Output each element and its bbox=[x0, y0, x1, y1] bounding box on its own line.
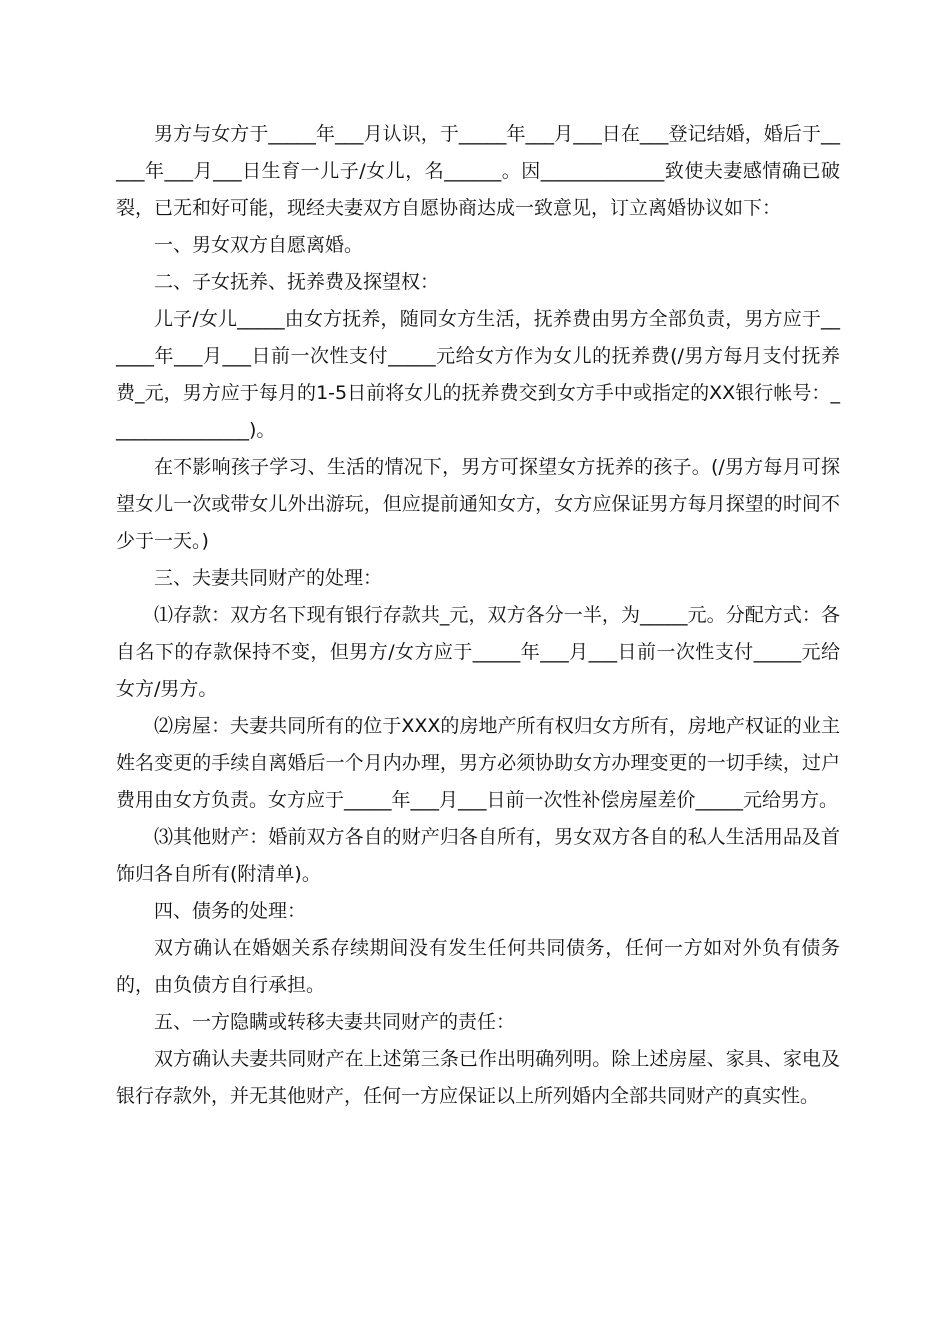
section-5-heading: 五、一方隐瞒或转移夫妻共同财产的责任： bbox=[154, 1011, 516, 1033]
visitation-paragraph: 在不影响孩子学习、生活的情况下，男方可探望女方抚养的孩子。(/男方每月可探望女儿一次或带女儿外出游玩，但应提前通知女方，女方应保证男方每月探望的时间不少于一天。) bbox=[116, 456, 840, 552]
section-4-heading: 四、债务的处理： bbox=[154, 900, 307, 922]
child-support-paragraph: 儿子/女儿_____由女方抚养，随同女方生活，抚养费由男方全部负责，男方应于______年___月___日前一次性支付_____元给女方作为女儿的抚养费(/男方每月支付抚养费_元，男方应于每月的1-5日前将女儿的抚养费交到女方手中或指定的XX银行帐号：_______________)。 bbox=[116, 308, 840, 441]
section-2-heading: 二、子女抚养、抚养费及探望权： bbox=[154, 271, 440, 293]
intro-paragraph: 男方与女方于_____年___月认识，于_____年___月___日在___登记结婚，婚后于_____年___月___日生育一儿子/女儿，名______。因_____________致使夫妻感情确已破裂，已无和好可能，现经夫妻双方自愿协商达成一致意见，订立离婚协议如下： bbox=[116, 123, 840, 219]
house-paragraph: ⑵房屋：夫妻共同所有的位于XXX的房地产所有权归女方所有，房地产权证的业主姓名变更的手续自离婚后一个月内办理，男方必须协助女方办理变更的一切手续，过户费用由女方负责。女方应于_____年___月___日前一次性补偿房屋差价_____元给男方。 bbox=[116, 715, 840, 811]
section-1-heading: 一、男女双方自愿离婚。 bbox=[154, 234, 364, 256]
concealment-paragraph: 双方确认夫妻共同财产在上述第三条已作出明确列明。除上述房屋、家具、家电及银行存款外，并无其他财产，任何一方应保证以上所列婚内全部共同财产的真实性。 bbox=[116, 1048, 840, 1107]
deposit-paragraph: ⑴存款：双方名下现有银行存款共_元，双方各分一半，为_____元。分配方式：各自名下的存款保持不变，但男方/女方应于_____年___月___日前一次性支付_____元给女方/男方。 bbox=[116, 604, 840, 700]
section-3-heading: 三、夫妻共同财产的处理： bbox=[154, 567, 383, 589]
other-property-paragraph: ⑶其他财产：婚前双方各自的财产归各自所有，男女双方各自的私人生活用品及首饰归各自所有(附清单)。 bbox=[116, 826, 840, 885]
debt-paragraph: 双方确认在婚姻关系存续期间没有发生任何共同债务，任何一方如对外负有债务的，由负债方自行承担。 bbox=[116, 937, 840, 996]
